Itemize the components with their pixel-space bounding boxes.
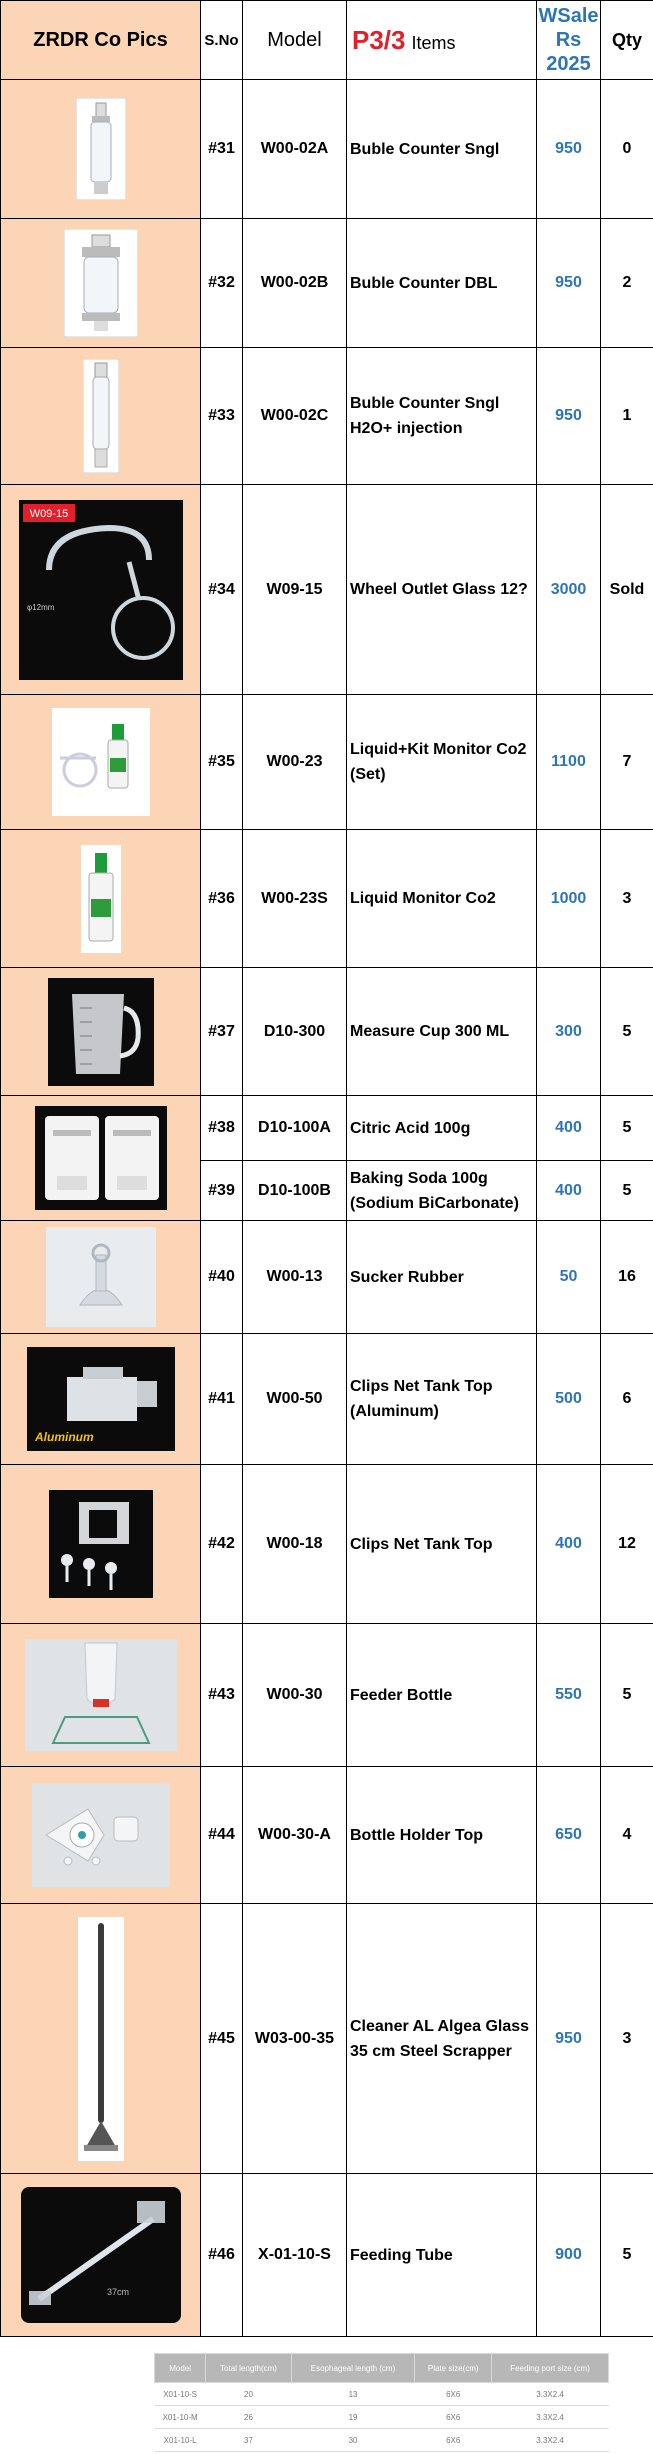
row-price: 950: [537, 80, 601, 219]
row-price: 500: [537, 1334, 601, 1465]
product-image: [1, 1767, 201, 1904]
table-row: [1, 1334, 653, 1465]
row-sno: #41: [201, 1334, 243, 1465]
row-sno: #44: [201, 1767, 243, 1904]
product-image: [1, 968, 201, 1096]
row-item: Liquid Monitor Co2: [347, 830, 537, 968]
header-qty: Qty: [601, 1, 653, 80]
row-sno: #35: [201, 695, 243, 830]
product-image: [1, 80, 201, 219]
row-item: Clips Net Tank Top (Aluminum): [347, 1334, 537, 1465]
row-model: W00-30-A: [243, 1767, 347, 1904]
row-qty: 12: [601, 1465, 653, 1624]
row-price: 650: [537, 1767, 601, 1904]
spec-cell: X01-10-S: [155, 2383, 206, 2406]
spec-cell: 20: [206, 2383, 291, 2406]
spec-cell: 19: [291, 2406, 415, 2429]
spec-cell: X01-10-L: [155, 2429, 206, 2452]
table-row: [1, 1221, 653, 1334]
table-row: [1, 1767, 653, 1904]
row-qty: 7: [601, 695, 653, 830]
spec-header-row: [155, 2354, 609, 2383]
row-price: 400: [537, 1096, 601, 1161]
bubble-counter-injection-image: [83, 359, 119, 473]
row-model: W00-13: [243, 1221, 347, 1334]
table-row: [1, 1624, 653, 1767]
table-row: [1, 968, 653, 1096]
row-price: 300: [537, 968, 601, 1096]
sucker-rubber-image: [46, 1227, 156, 1327]
spec-row: [155, 2383, 609, 2406]
algae-scraper-image: [78, 1917, 124, 2161]
spec-row: [155, 2406, 609, 2429]
row-item: Wheel Outlet Glass 12?: [347, 485, 537, 695]
header-items-label: Items: [411, 32, 456, 53]
row-item: Clips Net Tank Top: [347, 1465, 537, 1624]
row-sno: #31: [201, 80, 243, 219]
product-image: [1, 1465, 201, 1624]
header-row: [1, 1, 653, 80]
product-image: [1, 219, 201, 348]
bubble-counter-double-image: [64, 229, 138, 337]
table-row: [1, 1904, 653, 2174]
row-qty: 6: [601, 1334, 653, 1465]
header-model: Model: [243, 1, 347, 80]
header-sno: S.No: [201, 1, 243, 80]
row-sno: #39: [201, 1161, 243, 1221]
product-image: [1, 1096, 201, 1221]
row-qty: 3: [601, 1904, 653, 2174]
clip-net-image: [49, 1490, 153, 1598]
header-items: [347, 1, 537, 80]
row-sno: #38: [201, 1096, 243, 1161]
row-item: Buble Counter Sngl: [347, 80, 537, 219]
spec-cell: 6X6: [415, 2429, 492, 2452]
row-sno: #40: [201, 1221, 243, 1334]
spec-section: [0, 2343, 653, 2455]
row-price: 950: [537, 219, 601, 348]
header-pics: ZRDR Co Pics: [1, 1, 201, 80]
spec-cell: 26: [206, 2406, 291, 2429]
glass-outlet-image: [19, 500, 183, 680]
spec-cell: 13: [291, 2383, 415, 2406]
row-price: 950: [537, 1904, 601, 2174]
tube-length-text: 37cm: [106, 2287, 129, 2297]
aluminum-clip-image: [27, 1347, 175, 1451]
table-row: [1, 1096, 653, 1161]
product-image: [1, 1624, 201, 1767]
header-price: [537, 1, 601, 80]
row-qty: 5: [601, 968, 653, 1096]
spec-cell: 3.3X2.4: [492, 2429, 609, 2452]
spec-header: Model: [155, 2354, 206, 2383]
row-price: 550: [537, 1624, 601, 1767]
co2-monitor-liquid-image: [81, 845, 121, 953]
row-qty: 0: [601, 80, 653, 219]
table-row: [1, 219, 653, 348]
row-item: Buble Counter Sngl H2O+ injection: [347, 348, 537, 485]
row-qty: 4: [601, 1767, 653, 1904]
row-item: Baking Soda 100g (Sodium BiCarbonate): [347, 1161, 537, 1221]
row-qty: 5: [601, 1096, 653, 1161]
product-image: [1, 348, 201, 485]
product-image: [1, 1904, 201, 2174]
table-row: [1, 830, 653, 968]
feeding-tube-spec-table: [154, 2353, 609, 2452]
product-image: [1, 830, 201, 968]
row-qty: Sold: [601, 485, 653, 695]
row-qty: 5: [601, 2174, 653, 2337]
row-model: W00-02A: [243, 80, 347, 219]
row-price: 400: [537, 1161, 601, 1221]
header-price-line2: Rs: [555, 29, 582, 51]
row-item: Feeding Tube: [347, 2174, 537, 2337]
spec-row: [155, 2429, 609, 2452]
row-qty: 5: [601, 1161, 653, 1221]
row-price: 50: [537, 1221, 601, 1334]
table-row: [1, 348, 653, 485]
bubble-counter-single-image: [76, 98, 126, 200]
table-row: [1, 1465, 653, 1624]
spec-header: Feeding port size (cm): [492, 2354, 609, 2383]
row-item: Buble Counter DBL: [347, 219, 537, 348]
spec-header: Plate size(cm): [415, 2354, 492, 2383]
row-qty: 5: [601, 1624, 653, 1767]
product-image: [1, 1221, 201, 1334]
row-model: D10-300: [243, 968, 347, 1096]
row-price: 950: [537, 348, 601, 485]
row-model: W00-23: [243, 695, 347, 830]
row-model: W00-30: [243, 1624, 347, 1767]
row-sno: #43: [201, 1624, 243, 1767]
row-price: 3000: [537, 485, 601, 695]
row-model: W09-15: [243, 485, 347, 695]
row-price: 1000: [537, 830, 601, 968]
row-model: W00-50: [243, 1334, 347, 1465]
feeding-tube-image: [21, 2187, 181, 2323]
product-image: [1, 2174, 201, 2337]
row-price: 900: [537, 2174, 601, 2337]
row-price: 400: [537, 1465, 601, 1624]
product-image: [1, 485, 201, 695]
row-model: W03-00-35: [243, 1904, 347, 2174]
w0915-dim-text: φ12mm: [26, 602, 54, 612]
row-item: Cleaner AL Algea Glass 35 cm Steel Scrapper: [347, 1904, 537, 2174]
row-model: D10-100A: [243, 1096, 347, 1161]
row-model: W00-02B: [243, 219, 347, 348]
feeder-bottle-image: [25, 1639, 177, 1751]
header-price-line1: WSale: [538, 5, 599, 27]
row-sno: #33: [201, 348, 243, 485]
row-item: Measure Cup 300 ML: [347, 968, 537, 1096]
bottle-holder-image: [32, 1783, 170, 1887]
page-number: P3/3: [352, 24, 406, 55]
row-item: Feeder Bottle: [347, 1624, 537, 1767]
row-qty: 16: [601, 1221, 653, 1334]
header-price-line3: 2025: [546, 53, 591, 75]
spec-header: Total length(cm): [206, 2354, 291, 2383]
row-qty: 1: [601, 348, 653, 485]
row-model: X-01-10-S: [243, 2174, 347, 2337]
row-sno: #42: [201, 1465, 243, 1624]
product-image: [1, 695, 201, 830]
row-item: Sucker Rubber: [347, 1221, 537, 1334]
row-sno: #36: [201, 830, 243, 968]
row-item: Citric Acid 100g: [347, 1096, 537, 1161]
measure-cup-image: [48, 978, 154, 1086]
spec-cell: 3.3X2.4: [492, 2383, 609, 2406]
row-sno: #46: [201, 2174, 243, 2337]
product-image: [1, 1334, 201, 1465]
table-row: [1, 695, 653, 830]
w0915-tag-text: W09-15: [29, 507, 68, 520]
row-model: W00-23S: [243, 830, 347, 968]
spec-cell: 30: [291, 2429, 415, 2452]
row-price: 1100: [537, 695, 601, 830]
row-model: W00-18: [243, 1465, 347, 1624]
row-qty: 2: [601, 219, 653, 348]
citric-baking-soda-image: [35, 1106, 167, 1210]
row-sno: #32: [201, 219, 243, 348]
spec-cell: 6X6: [415, 2406, 492, 2429]
table-row: [1, 2174, 653, 2337]
spec-cell: 37: [206, 2429, 291, 2452]
table-row: [1, 485, 653, 695]
spec-cell: X01-10-M: [155, 2406, 206, 2429]
aluminum-label-text: Aluminum: [34, 1430, 94, 1444]
row-sno: #45: [201, 1904, 243, 2174]
row-sno: #37: [201, 968, 243, 1096]
spec-cell: 3.3X2.4: [492, 2406, 609, 2429]
table-row: [1, 80, 653, 219]
co2-monitor-kit-image: [52, 708, 150, 816]
row-item: Liquid+Kit Monitor Co2 (Set): [347, 695, 537, 830]
row-item: Bottle Holder Top: [347, 1767, 537, 1904]
row-qty: 3: [601, 830, 653, 968]
spec-header: Esophageal length (cm): [291, 2354, 415, 2383]
row-sno: #34: [201, 485, 243, 695]
row-model: D10-100B: [243, 1161, 347, 1221]
row-model: W00-02C: [243, 348, 347, 485]
spec-cell: 6X6: [415, 2383, 492, 2406]
